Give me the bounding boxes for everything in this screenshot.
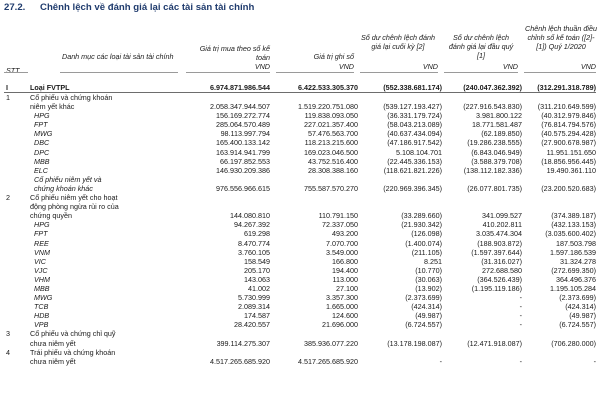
cell-category: MWG — [34, 293, 53, 303]
cell-net-diff: (3.035.600.402) — [545, 229, 596, 239]
cell-net-diff — [522, 93, 596, 102]
header-net-diff: Chênh lệch thuần điều chỉnh sổ kế toán ([2]-[1]) Quý 1/2020 — [525, 24, 597, 51]
table-row — [4, 220, 596, 229]
header-purchase-unit: VND — [254, 62, 270, 71]
cell-stt — [4, 302, 28, 311]
cell-purchase-value: 399.114.275.307 — [216, 338, 270, 348]
cell-begin-diff: (12.471.918.087) — [467, 338, 522, 348]
cell-stt — [4, 166, 28, 175]
cell-begin-diff — [442, 202, 522, 211]
cell-net-diff: 1.195.105.284 — [550, 283, 596, 293]
cell-book-value: 755.587.570.270 — [304, 183, 358, 193]
cell-end-diff: (40.637.434.094) — [387, 129, 442, 139]
table-row — [4, 266, 596, 275]
cell-stt — [4, 248, 28, 257]
cell-stt — [4, 320, 28, 329]
table-row — [4, 157, 596, 166]
cell-category: FPT — [34, 120, 48, 130]
cell-begin-diff: (6.843.046.949) — [471, 147, 522, 157]
cell-net-diff: (311.210.649.599) — [537, 102, 596, 112]
cell-end-diff: (58.043.213.089) — [387, 120, 442, 130]
cell-purchase-value: 98.113.997.794 — [220, 129, 270, 139]
cell-net-diff: (432.133.153) — [551, 220, 596, 230]
cell-stt — [4, 257, 28, 266]
cell-purchase-value: 976.556.966.615 — [216, 183, 270, 193]
cell-stt — [4, 157, 28, 166]
table-row — [4, 148, 596, 157]
cell-end-diff: (2.373.699) — [405, 293, 442, 303]
cell-net-diff: 187.503.798 — [556, 238, 596, 248]
cell-end-diff: (118.621.821.226) — [383, 165, 442, 175]
cell-end-diff: (47.186.917.542) — [387, 138, 442, 148]
cell-stt — [4, 293, 28, 302]
cell-category: Cổ phiếu niêm yết và — [34, 174, 102, 184]
cell-net-diff: (312.291.318.789) — [537, 83, 596, 92]
table-row — [4, 175, 596, 184]
cell-net-diff: (2.373.699) — [559, 293, 596, 303]
cell-book-value: 124.600 — [332, 311, 358, 321]
cell-net-diff: (40.575.294.428) — [541, 129, 596, 139]
cell-category: VPB — [34, 320, 49, 330]
cell-purchase-value — [184, 202, 270, 211]
cell-stt — [4, 102, 28, 111]
cell-category: DPC — [34, 147, 50, 157]
table-row — [4, 239, 596, 248]
cell-end-diff — [358, 329, 442, 338]
cell-net-diff: (27.900.678.987) — [541, 138, 596, 148]
cell-category: niêm yết khác — [30, 102, 75, 112]
cell-category: Loại FVTPL — [30, 83, 70, 92]
header-rule-category — [60, 72, 178, 73]
table-row — [4, 166, 596, 175]
cell-book-value: 21.696.000 — [322, 320, 358, 330]
cell-book-value: 493.200 — [332, 229, 358, 239]
cell-end-diff: (10.770) — [415, 265, 442, 275]
cell-end-diff: (211.105) — [411, 247, 442, 257]
table-row — [4, 284, 596, 293]
cell-stt — [4, 211, 28, 220]
cell-net-diff: (76.814.794.576) — [541, 120, 596, 130]
header-book-unit: VND — [338, 62, 354, 71]
cell-purchase-value — [184, 93, 270, 102]
cell-category: Cổ phiếu và chứng khoán — [30, 93, 113, 102]
table-row — [4, 257, 596, 266]
cell-stt — [4, 220, 28, 229]
total-row — [4, 83, 596, 93]
cell-net-diff: (23.200.520.683) — [541, 183, 596, 193]
cell-book-value: 7.070.700 — [326, 238, 358, 248]
cell-begin-diff: - — [519, 311, 522, 321]
cell-category: chưa niêm yết — [30, 338, 76, 348]
cell-begin-diff: 341.099.527 — [482, 211, 522, 221]
cell-stt — [4, 129, 28, 138]
cell-begin-diff: (31.316.027) — [481, 256, 522, 266]
cell-stt — [4, 120, 28, 129]
cell-net-diff: - — [593, 356, 596, 366]
table-row — [4, 293, 596, 302]
cell-stt — [4, 357, 28, 366]
cell-stt: 4 — [6, 347, 10, 357]
cell-stt — [4, 266, 28, 275]
header-rule-net — [524, 72, 596, 73]
cell-category: HPG — [34, 111, 50, 121]
group-row — [4, 202, 596, 211]
cell-book-value — [270, 93, 358, 102]
cell-end-diff: - — [439, 356, 442, 366]
cell-book-value: 166.800 — [332, 256, 358, 266]
cell-category: Trái phiếu và chứng khoán — [30, 347, 116, 357]
cell-book-value: 385.936.077.220 — [304, 338, 358, 348]
cell-stt: 1 — [6, 93, 10, 102]
cell-purchase-value: 285.064.570.489 — [216, 120, 270, 130]
cell-end-diff: (126.098) — [411, 229, 442, 239]
cell-begin-diff: 272.688.580 — [482, 265, 522, 275]
table-row — [4, 184, 596, 193]
cell-book-value — [270, 202, 358, 211]
cell-purchase-value: 144.080.810 — [230, 211, 270, 221]
cell-purchase-value: 205.170 — [244, 265, 270, 275]
cell-end-diff — [358, 175, 442, 184]
cell-purchase-value: 66.197.852.553 — [220, 156, 270, 166]
cell-purchase-value: 2.058.347.944.507 — [210, 102, 270, 112]
cell-category: TCB — [34, 302, 49, 312]
group-row — [4, 339, 596, 348]
cell-purchase-value: 94.267.392 — [234, 220, 270, 230]
table-row — [4, 229, 596, 238]
cell-book-value: 1.519.220.751.080 — [298, 102, 358, 112]
cell-book-value — [270, 329, 358, 338]
header-end-diff: Số dư chênh lệch đánh giá lại cuối kỳ [2] — [360, 33, 436, 51]
cell-purchase-value: 2.089.314 — [238, 302, 270, 312]
cell-begin-diff: (364.526.439) — [477, 274, 522, 284]
cell-purchase-value: 5.730.999 — [238, 293, 270, 303]
cell-end-diff: (49.987) — [415, 311, 442, 321]
cell-book-value — [270, 175, 358, 184]
cell-category: HDB — [34, 311, 50, 321]
cell-stt — [4, 184, 28, 193]
cell-net-diff: (40.312.979.846) — [541, 111, 596, 121]
cell-begin-diff: (1.597.397.644) — [471, 247, 522, 257]
table-row — [4, 248, 596, 257]
cell-book-value: 1.665.000 — [326, 302, 358, 312]
cell-begin-diff: 3.981.800.122 — [476, 111, 522, 121]
cell-purchase-value: 174.587 — [244, 311, 270, 321]
cell-end-diff: (552.338.681.174) — [383, 83, 442, 92]
cell-book-value: 43.752.516.400 — [308, 156, 358, 166]
cell-begin-diff: (138.112.182.336) — [463, 165, 522, 175]
cell-purchase-value: 156.169.272.774 — [216, 111, 270, 121]
table-row — [4, 320, 596, 329]
cell-stt — [4, 284, 28, 293]
cell-stt — [4, 275, 28, 284]
cell-purchase-value — [184, 193, 270, 202]
cell-stt — [4, 175, 28, 184]
cell-category: MWG — [34, 129, 53, 139]
cell-stt — [4, 148, 28, 157]
cell-begin-diff: (3.588.379.708) — [471, 156, 522, 166]
table-row — [4, 275, 596, 284]
cell-book-value: 119.838.093.050 — [304, 111, 358, 121]
cell-category: động phòng ngừa rủi ro của — [30, 202, 119, 212]
cell-begin-diff: 18.771.581.487 — [472, 120, 522, 130]
cell-purchase-value: 158.549 — [244, 256, 270, 266]
cell-net-diff: (374.389.187) — [551, 211, 596, 221]
cell-net-diff: (424.314) — [565, 302, 596, 312]
cell-begin-diff: (1.195.119.186) — [471, 283, 522, 293]
cell-end-diff: (22.445.336.153) — [387, 156, 442, 166]
cell-book-value: 72.337.050 — [322, 220, 358, 230]
header-end-unit: VND — [422, 62, 438, 71]
group-row — [4, 211, 596, 220]
cell-begin-diff: (62.189.850) — [481, 129, 522, 139]
cell-book-value — [270, 193, 358, 202]
cell-begin-diff: - — [519, 293, 522, 303]
cell-begin-diff: 3.035.474.304 — [476, 229, 522, 239]
cell-purchase-value: 4.517.265.685.920 — [210, 356, 270, 366]
cell-stt: 3 — [6, 329, 10, 339]
cell-category: chứng khoán khác — [34, 183, 93, 193]
cell-stt: I — [6, 83, 8, 92]
table-row — [4, 111, 596, 120]
cell-purchase-value — [184, 348, 270, 357]
section-title-text: Chênh lệch về đánh giá lại các tài sản tài chính — [40, 2, 255, 13]
table-row — [4, 302, 596, 311]
cell-purchase-value: 146.930.209.386 — [216, 165, 270, 175]
header-purchase-value: Giá trị mua theo sổ kế toán — [199, 44, 270, 62]
cell-begin-diff — [442, 193, 522, 202]
cell-purchase-value: 8.470.774 — [238, 238, 270, 248]
cell-category: REE — [34, 238, 49, 248]
group-row — [4, 329, 596, 338]
cell-net-diff: (49.987) — [569, 311, 596, 321]
cell-stt — [4, 138, 28, 147]
cell-net-diff: 31.324.278 — [560, 256, 596, 266]
cell-stt — [4, 229, 28, 238]
cell-net-diff — [522, 193, 596, 202]
cell-category: VJC — [34, 265, 48, 275]
cell-category: MBB — [34, 156, 50, 166]
cell-begin-diff: (188.903.872) — [477, 238, 522, 248]
cell-begin-diff: (240.047.362.392) — [463, 83, 522, 92]
cell-end-diff: (13.902) — [415, 283, 442, 293]
cell-begin-diff: - — [519, 356, 522, 366]
cell-purchase-value: 41.002 — [248, 283, 270, 293]
cell-net-diff: 19.490.361.110 — [546, 165, 596, 175]
cell-begin-diff — [442, 348, 522, 357]
cell-end-diff: (6.724.557) — [405, 320, 442, 330]
group-row — [4, 193, 596, 202]
cell-net-diff: (706.280.000) — [551, 338, 596, 348]
cell-begin-diff: - — [519, 320, 522, 330]
cell-purchase-value — [184, 175, 270, 184]
cell-end-diff — [358, 348, 442, 357]
cell-category: VHM — [34, 274, 50, 284]
table-row — [4, 120, 596, 129]
header-begin-diff: Số dư chênh lệch đánh giá lại đầu quý [1] — [448, 33, 514, 60]
cell-category: chứng quyền — [30, 211, 72, 221]
header-stt: STT — [6, 66, 20, 75]
cell-category: Cổ phiếu và chứng chỉ quỹ — [30, 329, 116, 339]
cell-net-diff: (272.699.350) — [551, 265, 596, 275]
cell-end-diff: (30.063) — [415, 274, 442, 284]
cell-end-diff — [358, 93, 442, 102]
cell-net-diff — [522, 329, 596, 338]
cell-net-diff — [522, 348, 596, 357]
cell-book-value: 4.517.265.685.920 — [298, 356, 358, 366]
cell-end-diff — [358, 202, 442, 211]
cell-book-value: 27.100 — [336, 283, 358, 293]
cell-purchase-value: 6.974.871.986.544 — [210, 83, 270, 92]
header-net-unit: VND — [580, 62, 596, 71]
cell-purchase-value: 28.420.557 — [234, 320, 270, 330]
cell-category: Cổ phiếu niêm yết cho hoạt — [30, 193, 118, 203]
cell-end-diff: (424.314) — [411, 302, 442, 312]
cell-net-diff: 11.951.151.650 — [546, 147, 596, 157]
cell-book-value: 28.308.388.160 — [308, 165, 358, 175]
cell-book-value: 57.476.563.700 — [308, 129, 358, 139]
cell-begin-diff: 410.202.811 — [482, 220, 522, 230]
cell-book-value — [270, 348, 358, 357]
cell-stt — [4, 202, 28, 211]
cell-purchase-value: 165.400.133.142 — [216, 138, 270, 148]
cell-category: ELC — [34, 165, 48, 175]
cell-purchase-value: 143.063 — [244, 274, 270, 284]
cell-purchase-value — [184, 329, 270, 338]
revaluation-table — [4, 83, 596, 366]
cell-end-diff: (33.289.660) — [401, 211, 442, 221]
header-rule-stt — [4, 72, 28, 73]
header-rule-end — [360, 72, 438, 73]
group-row — [4, 348, 596, 357]
header-book-value: Giá trị ghi sổ — [313, 52, 354, 61]
cell-category: HPG — [34, 220, 50, 230]
cell-book-value: 6.422.533.305.370 — [298, 83, 358, 92]
cell-net-diff: 1.597.186.539 — [550, 247, 596, 257]
cell-net-diff: (18.856.956.445) — [541, 156, 596, 166]
cell-category: VIC — [34, 256, 46, 266]
section-title — [4, 2, 254, 13]
cell-end-diff: (539.127.193.427) — [383, 102, 442, 112]
cell-net-diff — [522, 202, 596, 211]
cell-end-diff: 8.251 — [424, 256, 442, 266]
cell-begin-diff: (227.916.543.830) — [463, 102, 522, 112]
cell-begin-diff: (19.286.238.555) — [467, 138, 522, 148]
cell-end-diff: (21.930.342) — [401, 220, 442, 230]
cell-net-diff: (6.724.557) — [559, 320, 596, 330]
cell-category: FPT — [34, 229, 48, 239]
group-row — [4, 357, 596, 366]
group-row — [4, 93, 596, 102]
cell-book-value: 3.357.300 — [326, 293, 358, 303]
section-number: 27.2. — [4, 2, 26, 13]
cell-end-diff: (13.178.198.087) — [387, 338, 442, 348]
cell-stt: 2 — [6, 193, 10, 203]
cell-book-value: 194.400 — [332, 265, 358, 275]
cell-end-diff — [358, 193, 442, 202]
cell-begin-diff — [442, 329, 522, 338]
header-rule-book — [276, 72, 354, 73]
cell-purchase-value: 619.298 — [244, 229, 270, 239]
table-body — [4, 83, 596, 366]
cell-category: MBB — [34, 283, 50, 293]
cell-purchase-value: 163.914.941.799 — [216, 147, 270, 157]
header-rule-begin — [444, 72, 518, 73]
cell-stt — [4, 239, 28, 248]
cell-begin-diff: - — [519, 302, 522, 312]
header-rule-purchase — [186, 72, 270, 73]
cell-category: chưa niêm yết — [30, 356, 76, 366]
cell-book-value: 110.791.150 — [318, 211, 358, 221]
table-row — [4, 311, 596, 320]
cell-end-diff: (1.400.074) — [405, 238, 442, 248]
cell-category: DBC — [34, 138, 50, 148]
cell-net-diff: 364.496.376 — [556, 274, 596, 284]
group-row — [4, 102, 596, 111]
table-row — [4, 129, 596, 138]
cell-book-value: 227.021.357.400 — [304, 120, 358, 130]
cell-purchase-value: 3.760.105 — [238, 247, 270, 257]
cell-end-diff: (36.331.179.724) — [387, 111, 442, 121]
cell-end-diff: 5.108.104.701 — [396, 147, 442, 157]
cell-book-value: 113.000 — [332, 274, 358, 284]
cell-net-diff — [522, 175, 596, 184]
cell-category: VNM — [34, 247, 50, 257]
cell-book-value: 3.549.000 — [326, 247, 358, 257]
cell-begin-diff — [442, 175, 522, 184]
cell-book-value: 169.023.046.500 — [304, 147, 358, 157]
header-begin-unit: VND — [502, 62, 518, 71]
cell-book-value: 118.213.215.600 — [304, 138, 358, 148]
cell-stt — [4, 311, 28, 320]
cell-begin-diff: (26.077.801.735) — [467, 183, 522, 193]
cell-stt — [4, 339, 28, 348]
cell-end-diff: (220.969.396.345) — [383, 183, 442, 193]
cell-stt — [4, 111, 28, 120]
table-row — [4, 138, 596, 147]
header-category: Danh mục các loại tài sản tài chính — [62, 52, 174, 61]
cell-begin-diff — [442, 93, 522, 102]
